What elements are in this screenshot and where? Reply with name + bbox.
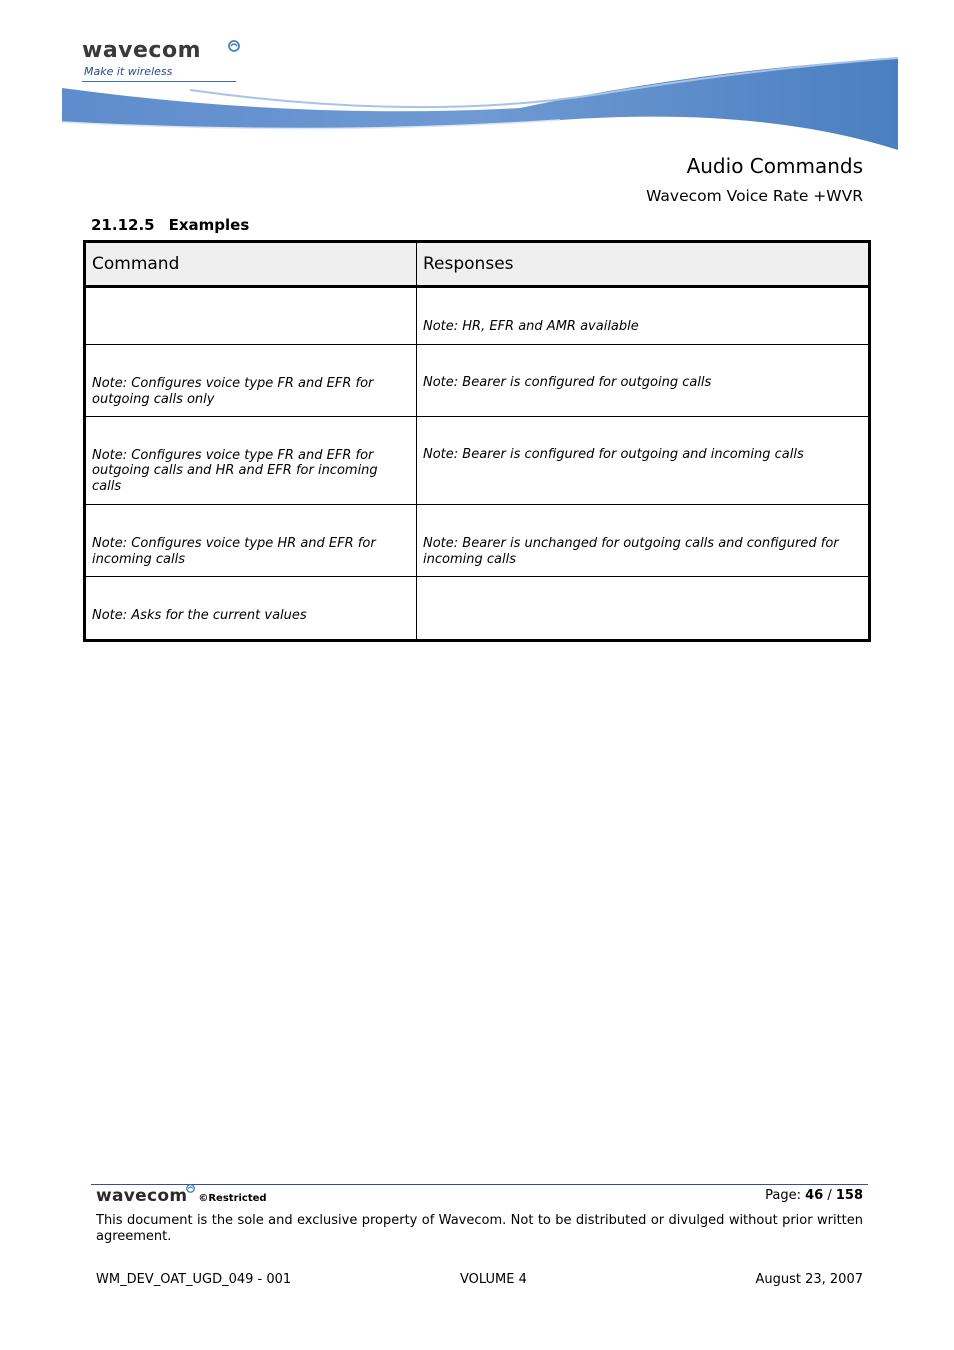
page-current: 46	[805, 1188, 824, 1203]
response-cell	[417, 577, 870, 641]
column-header-responses: Responses	[417, 242, 870, 287]
logo-wordmark: wavecom	[82, 38, 202, 63]
command-cell	[85, 287, 417, 345]
logo-tagline: Make it wireless	[84, 65, 173, 78]
footer-swirl-icon	[186, 1184, 195, 1193]
command-cell: Note: Configures voice type FR and EFR for outgoing calls only	[85, 345, 417, 417]
confidentiality-notice: This document is the sole and exclusive property of Wavecom. Not to be distributed or divulged without prior written agreement.	[96, 1213, 863, 1244]
footer-divider	[91, 1184, 868, 1185]
column-header-command: Command	[85, 242, 417, 287]
restricted-label: ©Restricted	[198, 1193, 267, 1204]
page-indicator	[765, 1188, 863, 1203]
response-cell: Note: HR, EFR and AMR available	[417, 287, 870, 345]
page-label: Page:	[765, 1188, 801, 1203]
examples-table	[83, 240, 871, 642]
table-header-row	[85, 242, 870, 287]
footer-logo	[96, 1186, 267, 1208]
response-cell: Note: Bearer is configured for outgoing calls	[417, 345, 870, 417]
page-total: 158	[835, 1188, 863, 1203]
table-row	[85, 287, 870, 345]
header-subtitle: Wavecom Voice Rate +WVR	[646, 187, 863, 205]
header-title: Audio Commands	[686, 154, 863, 178]
table-row	[85, 345, 870, 417]
document-reference: WM_DEV_OAT_UGD_049 - 001	[96, 1272, 292, 1287]
document-date: August 23, 2007	[755, 1272, 863, 1287]
section-title: Examples	[168, 216, 250, 234]
command-cell: Note: Asks for the current values	[85, 577, 417, 641]
section-heading	[91, 216, 249, 234]
page-separator: /	[827, 1188, 832, 1203]
table-row	[85, 577, 870, 641]
header-swoosh	[0, 50, 954, 160]
section-number: 21.12.5	[91, 216, 155, 234]
response-cell: Note: Bearer is configured for outgoing and incoming calls	[417, 417, 870, 505]
command-cell: Note: Configures voice type FR and EFR for outgoing calls and HR and EFR for incoming calls	[85, 417, 417, 505]
footer-wordmark: wavecom	[96, 1186, 188, 1206]
volume-label: VOLUME 4	[460, 1272, 527, 1287]
table-row	[85, 505, 870, 577]
response-cell: Note: Bearer is unchanged for outgoing calls and configured for incoming calls	[417, 505, 870, 577]
table-row	[85, 417, 870, 505]
command-cell: Note: Configures voice type HR and EFR for incoming calls	[85, 505, 417, 577]
